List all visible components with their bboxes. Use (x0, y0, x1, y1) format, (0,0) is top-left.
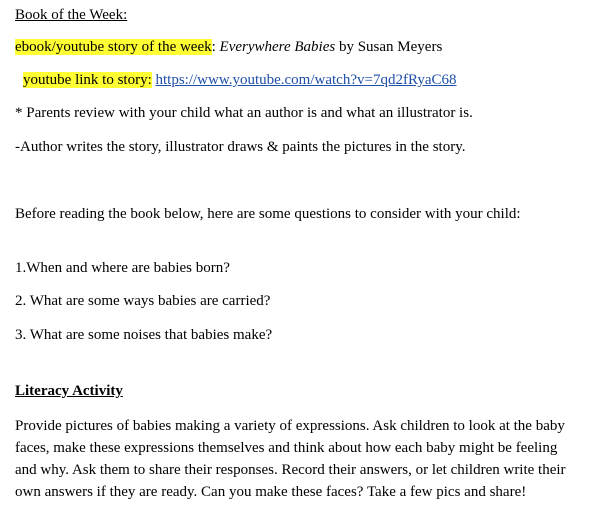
activity-text: Provide pictures of babies making a variety of expressions. Ask children to look at the baby faces, make these expressions themselves and think about how each baby might be feeling and why. Ask them to share their responses. Record their answers, or let children write their own answers if they are ready. Can you make these faces? Take a few pics and share! (15, 418, 566, 500)
question-1: 1.When and where are babies born? (15, 260, 230, 276)
note-author-definition: -Author writes the story, illustrator draws & paints the pictures in the story. (15, 139, 466, 155)
youtube-link[interactable]: https://www.youtube.com/watch?v=7qd2fRyaC68 (155, 72, 457, 88)
book-title: Everywhere Babies (219, 39, 336, 55)
highlighted-book-label: ebook/youtube story of the week (15, 39, 212, 55)
questions-intro: Before reading the book below, here are some questions to consider with your child: (15, 206, 521, 222)
highlighted-link-label: youtube link to story: (23, 72, 152, 88)
book-author: by Susan Meyers (335, 39, 443, 55)
activity-title: Literacy Activity (15, 383, 123, 399)
question-2: 2. What are some ways babies are carried? (15, 293, 271, 309)
youtube-link-line (23, 71, 457, 90)
note-author-illustrator: * Parents review with your child what an author is and what an illustrator is. (15, 105, 473, 121)
page-heading: Book of the Week: (15, 7, 128, 23)
book-of-week-line (15, 38, 442, 57)
question-3: 3. What are some noises that babies make? (15, 327, 273, 343)
book-colon: : (211, 39, 220, 55)
